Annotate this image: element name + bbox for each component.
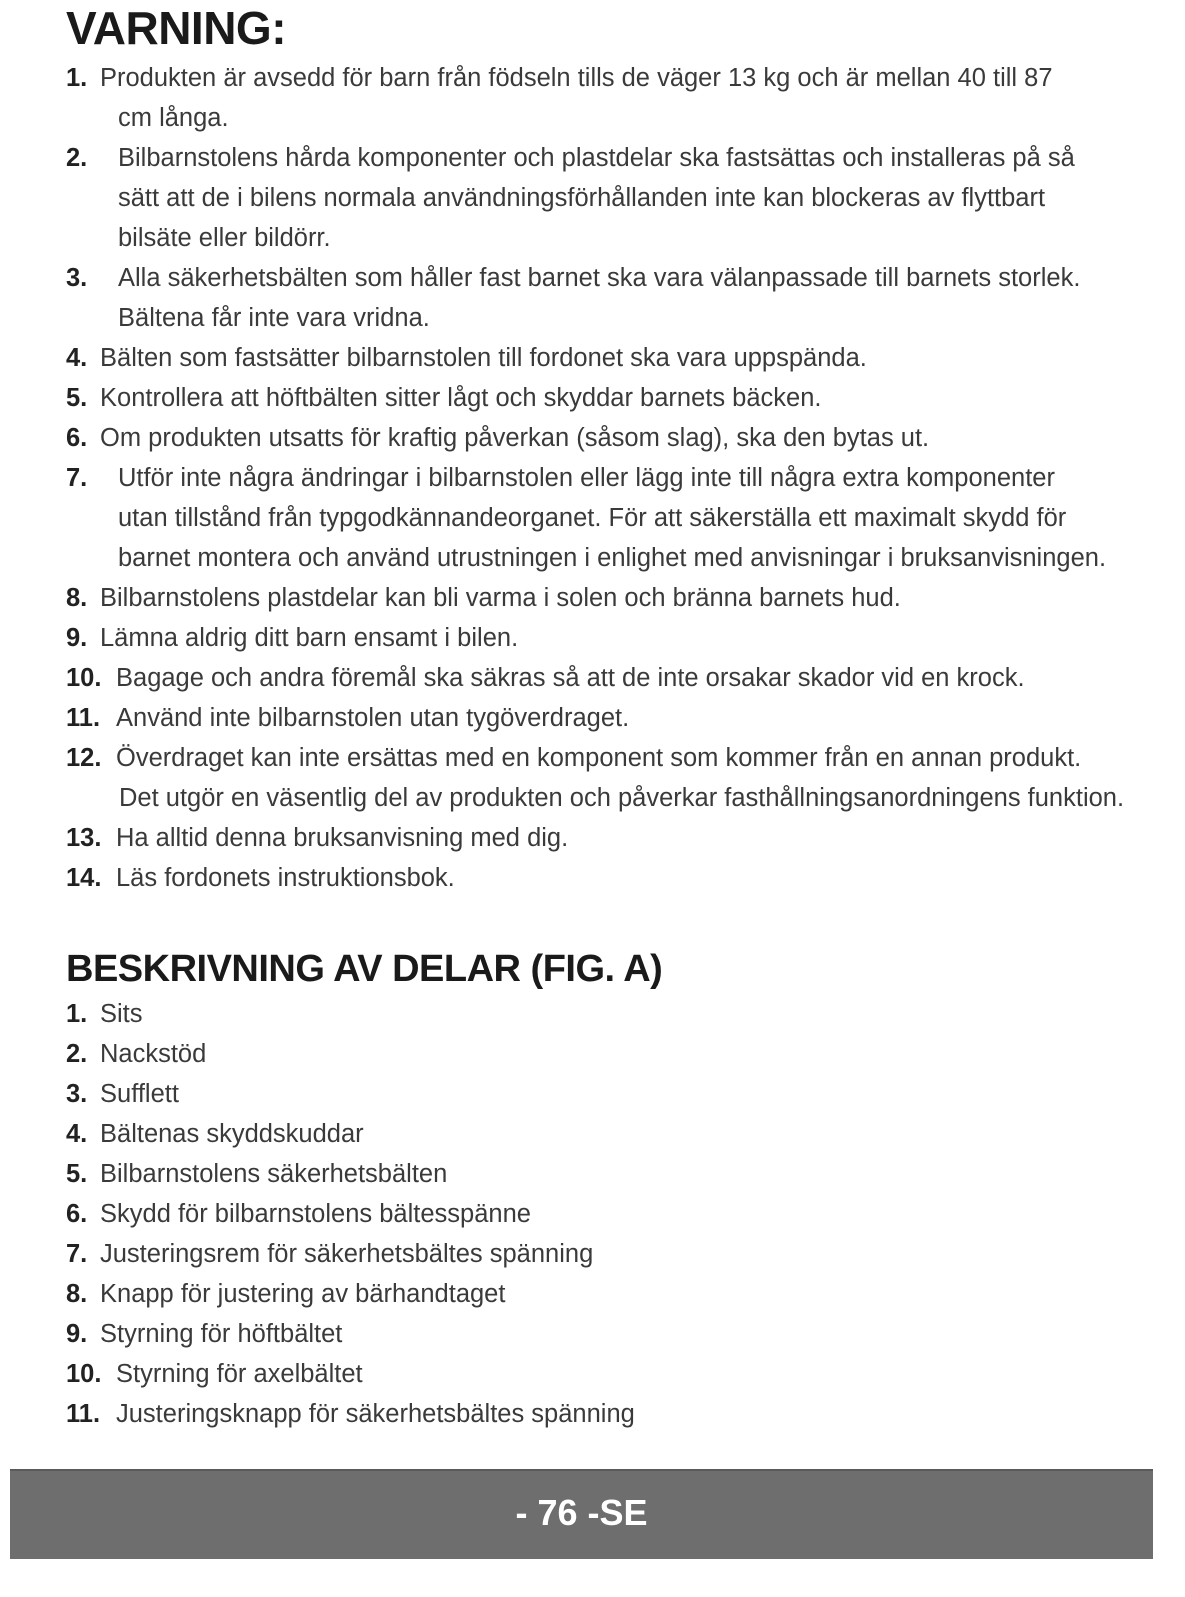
- warning-item: [66, 658, 1146, 698]
- parts-item-number: 2.: [66, 1040, 88, 1068]
- warning-item-line: Bilbarnstolens plastdelar kan bli varma i solen och bränna barnets hud.: [100, 584, 901, 612]
- warning-item: [66, 378, 1146, 418]
- parts-item-number: 10.: [66, 1360, 102, 1388]
- parts-item-text: Styrning för axelbältet: [116, 1360, 363, 1388]
- warning-item: [66, 738, 1146, 818]
- warning-item-number: 10.: [66, 664, 102, 692]
- warning-item: [66, 338, 1146, 378]
- parts-item-text: Styrning för höftbältet: [100, 1320, 343, 1348]
- warning-list: [66, 58, 1146, 898]
- warning-item: [66, 418, 1146, 458]
- warning-item-number: 8.: [66, 584, 88, 612]
- parts-item-number: 7.: [66, 1240, 88, 1268]
- warning-item-number: 13.: [66, 824, 102, 852]
- warning-item-line: Bagage och andra föremål ska säkras så att de inte orsakar skador vid en krock.: [116, 664, 1025, 692]
- parts-item: [66, 1154, 1146, 1194]
- parts-item-number: 6.: [66, 1200, 88, 1228]
- parts-item-text: Skydd för bilbarnstolens bältesspänne: [100, 1200, 531, 1228]
- warning-item: [66, 858, 1146, 898]
- warning-item-line: barnet montera och använd utrustningen i enlighet med anvisningar i bruksanvisningen.: [118, 544, 1107, 572]
- parts-item-text: Knapp för justering av bärhandtaget: [100, 1280, 506, 1308]
- warning-item-line: cm långa.: [118, 104, 229, 132]
- warning-item-number: 14.: [66, 864, 102, 892]
- warning-item-line: sätt att de i bilens normala användningsförhållanden inte kan blockeras av flyttbart: [118, 184, 1046, 212]
- footer-bar: [10, 1469, 1153, 1559]
- warning-item-line: Om produkten utsatts för kraftig påverkan (såsom slag), ska den bytas ut.: [100, 424, 930, 452]
- warning-item: [66, 58, 1146, 138]
- parts-item-text: Sufflett: [100, 1080, 179, 1108]
- warning-item-line: Det utgör en väsentlig del av produkten och påverkar fasthållningsanordningens funktion.: [119, 784, 1125, 812]
- parts-item-number: 5.: [66, 1160, 88, 1188]
- parts-list: [66, 994, 1146, 1434]
- parts-item-number: 11.: [66, 1400, 101, 1428]
- warning-item-line: Kontrollera att höftbälten sitter lågt och skyddar barnets bäcken.: [100, 384, 822, 412]
- parts-item: [66, 1034, 1146, 1074]
- warning-item-line: Överdraget kan inte ersättas med en komponent som kommer från en annan produkt.: [116, 744, 1082, 772]
- parts-item-text: Sits: [100, 1000, 143, 1028]
- warning-item-line: Bilbarnstolens hårda komponenter och plastdelar ska fastsättas och installeras på så: [118, 144, 1075, 172]
- warning-item-line: Bälten som fastsätter bilbarnstolen till fordonet ska vara uppspända.: [100, 344, 867, 372]
- parts-item-text: Nackstöd: [100, 1040, 207, 1068]
- warning-item-number: 9.: [66, 624, 88, 652]
- warning-item: [66, 578, 1146, 618]
- warning-item-line: Alla säkerhetsbälten som håller fast barnet ska vara välanpassade till barnets storlek.: [118, 264, 1081, 292]
- warning-item-line: utan tillstånd från typgodkännandeorganet. För att säkerställa ett maximalt skydd för: [118, 504, 1067, 532]
- warning-item-number: 12.: [66, 744, 102, 772]
- parts-item: [66, 1114, 1146, 1154]
- warning-item-number: 2.: [66, 144, 88, 172]
- warning-item-line: Lämna aldrig ditt barn ensamt i bilen.: [100, 624, 519, 652]
- warning-item: [66, 818, 1146, 858]
- parts-item-number: 9.: [66, 1320, 88, 1348]
- parts-item: [66, 1274, 1146, 1314]
- parts-item-text: Bilbarnstolens säkerhetsbälten: [100, 1160, 448, 1188]
- parts-item-number: 4.: [66, 1120, 88, 1148]
- warning-heading: VARNING:: [66, 2, 287, 54]
- warning-item: [66, 618, 1146, 658]
- warning-item-number: 1.: [66, 64, 88, 92]
- warning-item-number: 3.: [66, 264, 88, 292]
- page-number: - 76 -SE: [515, 1492, 648, 1533]
- parts-item: [66, 994, 1146, 1034]
- warning-item-line: Utför inte några ändringar i bilbarnstolen eller lägg inte till några extra komponenter: [118, 464, 1055, 492]
- warning-item-number: 11.: [66, 704, 101, 732]
- warning-item: [66, 258, 1146, 338]
- warning-item-line: Bältena får inte vara vridna.: [118, 304, 430, 332]
- parts-item-number: 1.: [66, 1000, 88, 1028]
- warning-item: [66, 458, 1146, 578]
- warning-item-number: 5.: [66, 384, 88, 412]
- parts-item: [66, 1194, 1146, 1234]
- parts-item: [66, 1394, 1146, 1434]
- warning-item-number: 4.: [66, 344, 88, 372]
- warning-item-line: bilsäte eller bildörr.: [118, 224, 331, 252]
- warning-item-line: Använd inte bilbarnstolen utan tygöverdraget.: [116, 704, 630, 732]
- warning-item: [66, 138, 1146, 258]
- warning-item-line: Läs fordonets instruktionsbok.: [116, 864, 455, 892]
- parts-item-text: Justeringsknapp för säkerhetsbältes spänning: [116, 1400, 635, 1428]
- parts-item: [66, 1074, 1146, 1114]
- parts-item-number: 3.: [66, 1080, 88, 1108]
- warning-item-line: Ha alltid denna bruksanvisning med dig.: [116, 824, 569, 852]
- warning-item-line: Produkten är avsedd för barn från födseln tills de väger 13 kg och är mellan 40 till 87: [100, 64, 1053, 92]
- parts-item: [66, 1354, 1146, 1394]
- parts-item: [66, 1314, 1146, 1354]
- parts-item-text: Justeringsrem för säkerhetsbältes spänning: [100, 1240, 594, 1268]
- parts-item: [66, 1234, 1146, 1274]
- parts-item-text: Bältenas skyddskuddar: [100, 1120, 364, 1148]
- parts-heading: BESKRIVNING AV DELAR (FIG. A): [66, 948, 663, 990]
- warning-item-number: 7.: [66, 464, 88, 492]
- warning-item: [66, 698, 1146, 738]
- parts-item-number: 8.: [66, 1280, 88, 1308]
- warning-item-number: 6.: [66, 424, 88, 452]
